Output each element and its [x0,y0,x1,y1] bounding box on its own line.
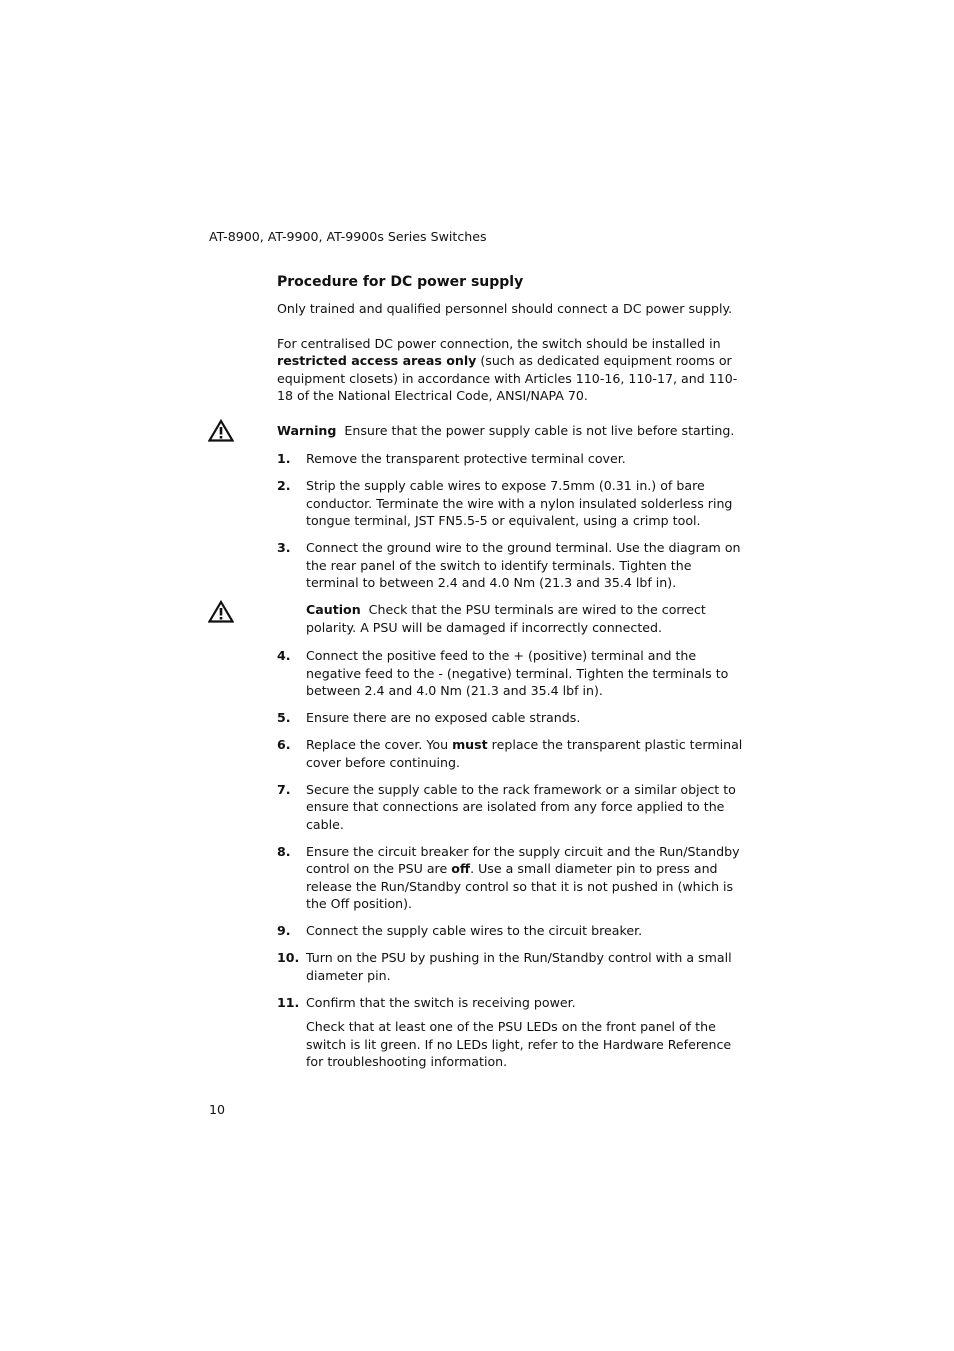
step-11-detail: Check that at least one of the PSU LEDs on the front panel of the switch is lit green. If no LEDs light, refer to the Hardware Reference for troubleshooting information. [306,1019,732,1069]
step-text: Secure the supply cable to the rack framework or a similar object to ensure that connections are isolated from any force applied to the cable. [306,781,736,832]
step-7 [277,781,745,834]
step-text: Connect the positive feed to the + (positive) terminal and the negative feed to the - (negative) terminal. Tighten the terminals to between 2.4 and 4.0 Nm (21.3 and 35.4 lbf in). [306,648,729,698]
step-emphasis: must [452,737,488,752]
caution-text: Check that the PSU terminals are wired to the correct polarity. A PSU will be damaged if incorrectly connected. [306,602,706,635]
procedure-steps [277,450,745,592]
step-text: Ensure there are no exposed cable strands. [306,710,581,725]
step-number: 1. [277,451,291,466]
step-number: 5. [277,710,291,725]
step-9 [277,922,745,940]
step-6 [277,736,745,771]
intro-paragraph: Only trained and qualified personnel should connect a DC power supply. [277,301,733,316]
step-text-pre: Ensure the circuit breaker for the supply circuit and the Run/Standby control on the PSU are [306,843,740,876]
warning-label: Warning [277,422,337,438]
step-number: 11. [277,994,300,1010]
step-text: Confirm that the switch is receiving power. [306,994,576,1010]
page-number: 10 [209,1102,226,1117]
step-number: 8. [277,843,291,859]
step-number: 6. [277,737,291,752]
caution-notice [277,601,745,636]
step-emphasis: off [451,861,471,876]
access-emphasis: restricted access areas only [277,353,477,368]
warning-triangle-icon [208,600,234,623]
step-number: 3. [277,540,291,555]
step-8 [277,843,745,913]
caution-label: Caution [306,602,361,617]
access-paragraph [277,335,745,405]
step-4 [277,647,745,700]
step-text: Remove the transparent protective terminal cover. [306,451,626,466]
step-2 [277,477,745,530]
step-1 [277,450,745,468]
step-10 [277,949,745,984]
warning-triangle-icon [208,419,234,442]
step-number: 9. [277,923,291,938]
procedure-steps-continued [277,647,745,1071]
step-text: Strip the supply cable wires to expose 7.5mm (0.31 in.) of bare conductor. Terminate the wire with a nylon insulated solderless ring tongue terminal, JST FN5.5-5 or equivalent, using a crimp tool. [306,478,733,528]
step-number: 4. [277,648,291,663]
step-text: Connect the supply cable wires to the circuit breaker. [306,923,643,938]
warning-text: Ensure that the power supply cable is not live before starting. [344,422,735,438]
step-number: 7. [277,781,291,797]
step-text-pre: Replace the cover. You [306,737,453,752]
step-number: 10. [277,950,300,965]
step-text-post: . Use a small diameter pin to press and release the Run/Standby control so that it is not pushed in (which is the Off position). [306,861,734,911]
step-text-post: replace the transparent plastic terminal cover before continuing. [306,737,743,770]
step-number: 2. [277,478,291,493]
step-text: Turn on the PSU by pushing in the Run/Standby control with a small diameter pin. [306,950,732,983]
step-11 [277,994,745,1071]
step-3 [277,539,745,592]
access-rest: (such as dedicated equipment rooms or equipment closets) in accordance with Articles 110-16, 110-17, and 110-18 of the National Electrical Code, ANSI/NAPA 70. [277,353,738,403]
main-content [277,273,745,1080]
warning-notice [277,422,745,440]
running-header: AT-8900, AT-9900, AT-9900s Series Switches [209,229,487,244]
step-5 [277,709,745,727]
step-text: Connect the ground wire to the ground terminal. Use the diagram on the rear panel of the switch to identify terminals. Tighten the terminal to between 2.4 and 4.0 Nm (21.3 and 35.4 lbf in). [306,540,741,590]
section-title: Procedure for DC power supply [277,274,524,290]
access-lead: For centralised DC power connection, the switch should be installed in [277,335,721,351]
